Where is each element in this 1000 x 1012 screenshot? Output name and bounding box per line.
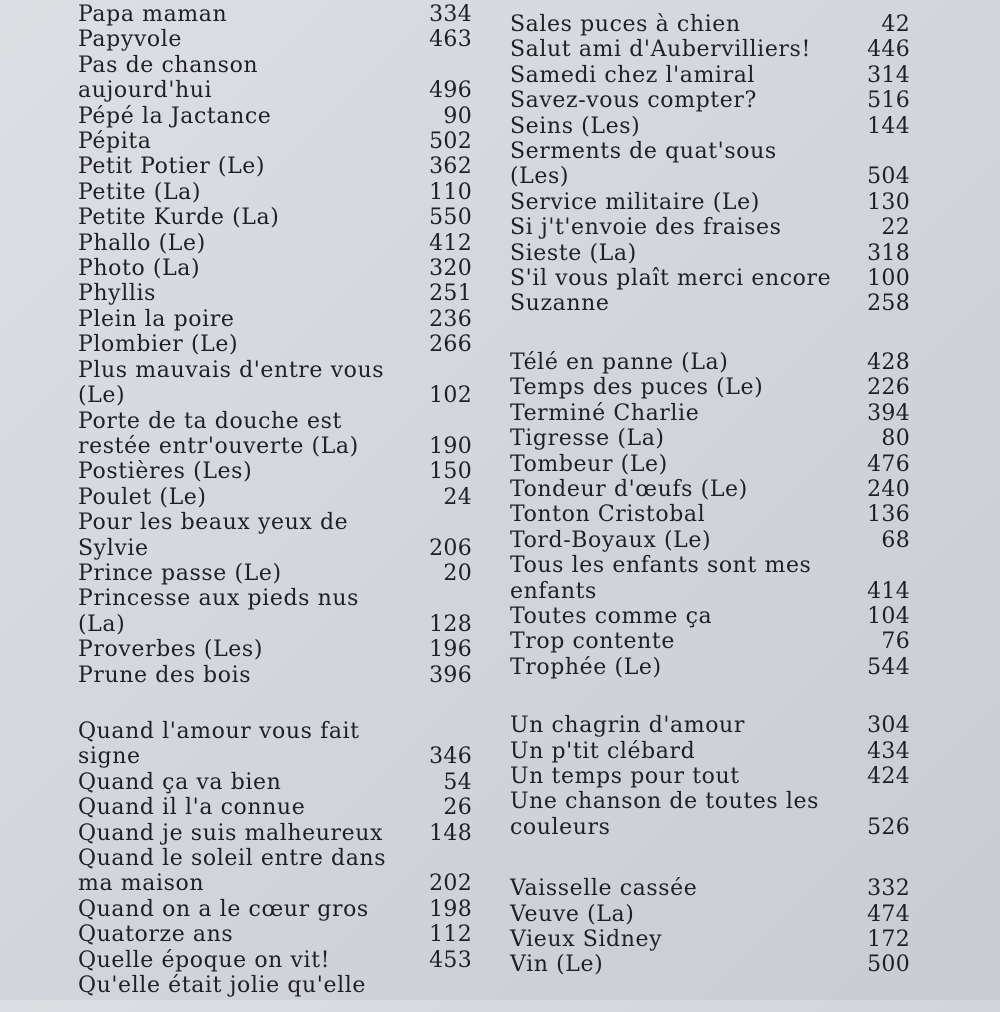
entry-page-number: 202	[429, 871, 472, 897]
entry-title: Plombier (Le)	[78, 332, 239, 358]
entry-title: Si j't'envoie des fraises	[510, 215, 782, 241]
index-entry	[495, 739, 1000, 764]
index-entry	[495, 139, 1000, 190]
index-entry	[0, 256, 485, 281]
index-entry	[495, 876, 1000, 901]
index-entry	[495, 426, 1000, 451]
entry-title: S'il vous plaît merci encore	[510, 266, 832, 292]
index-entry	[0, 459, 485, 484]
entry-page-number: 24	[443, 484, 472, 510]
index-entry	[0, 332, 485, 357]
index-entry	[0, 821, 485, 846]
index-entry	[0, 510, 485, 561]
index-entry	[0, 485, 485, 510]
entry-title: Savez-vous compter?	[510, 88, 757, 114]
entry-title: Vaisselle cassée	[510, 876, 698, 902]
group-gap	[495, 840, 1000, 876]
entry-title: Qu'elle était jolie qu'elle	[78, 973, 366, 999]
entry-title: Toutes comme ça	[510, 603, 713, 629]
entry-title: Petit Potier (Le)	[78, 154, 266, 180]
index-entry	[495, 190, 1000, 215]
group-q	[0, 719, 485, 998]
entry-title: Quand on a le cœur gros	[78, 896, 369, 922]
index-entry	[0, 948, 485, 973]
entry-title: Tonton Cristobal	[510, 502, 706, 528]
index-entry	[495, 528, 1000, 553]
entry-page-number: 304	[867, 713, 910, 739]
index-entry	[495, 927, 1000, 952]
entry-page-number: 504	[867, 164, 910, 190]
entry-title: Sales puces à chien	[510, 12, 741, 37]
entry-title: Phyllis	[78, 281, 156, 307]
entry-page-number: 206	[429, 535, 472, 561]
group-u	[495, 713, 1000, 840]
entry-page-number: 412	[429, 230, 472, 256]
index-entry	[495, 477, 1000, 502]
entry-page-number: 516	[867, 88, 910, 114]
entry-title: Photo (La)	[78, 256, 201, 282]
entry-page-number: 496	[429, 78, 472, 104]
entry-page-number: 128	[429, 611, 472, 637]
index-entry	[495, 375, 1000, 400]
group-gap	[495, 680, 1000, 713]
entry-page-number: 150	[429, 459, 472, 485]
group-gap	[0, 688, 485, 719]
entry-title: Prince passe (Le)	[78, 560, 282, 586]
index-entry	[0, 719, 485, 770]
index-entry	[0, 973, 485, 998]
entry-title: Phallo (Le)	[78, 230, 206, 256]
entry-title: Tombeur (Le)	[510, 451, 668, 477]
index-entry	[495, 88, 1000, 113]
entry-page-number: 190	[429, 433, 472, 459]
entry-page-number: 346	[429, 744, 472, 770]
entry-title: Quand l'amour vous fait signe	[78, 718, 360, 770]
entry-page-number: 22	[881, 215, 910, 241]
entry-title: Plein la poire	[78, 306, 235, 332]
entry-page-number: 550	[429, 205, 472, 231]
index-entry	[0, 637, 485, 662]
entry-page-number: 240	[867, 476, 910, 502]
entry-page-number: 502	[429, 129, 472, 155]
entry-title: Papa maman	[78, 2, 228, 27]
entry-page-number: 196	[429, 637, 472, 663]
entry-page-number: 258	[867, 291, 910, 317]
entry-page-number: 80	[881, 426, 910, 452]
index-entry	[495, 63, 1000, 88]
index-entry	[495, 629, 1000, 654]
index-entry	[495, 553, 1000, 604]
entry-title: Petite (La)	[78, 179, 202, 205]
index-entry	[0, 104, 485, 129]
index-entry	[0, 663, 485, 688]
entry-page-number: 20	[443, 560, 472, 586]
group-v	[495, 876, 1000, 978]
entry-title: Poulet (Le)	[78, 484, 207, 510]
entry-page-number: 314	[867, 62, 910, 88]
entry-page-number: 396	[429, 662, 472, 688]
entry-page-number: 463	[429, 27, 472, 53]
entry-page-number: 544	[867, 654, 910, 680]
group-t	[495, 350, 1000, 680]
entry-page-number: 236	[429, 306, 472, 332]
entry-title: Postières (Les)	[78, 459, 253, 485]
index-entry	[495, 502, 1000, 527]
entry-page-number: 334	[429, 2, 472, 27]
entry-page-number: 110	[429, 179, 472, 205]
entry-title: Tous les enfants sont mes enfants	[510, 553, 812, 604]
entry-page-number: 54	[443, 769, 472, 795]
entry-page-number: 104	[867, 603, 910, 629]
entry-title: Tondeur d'œufs (Le)	[510, 476, 748, 502]
entry-title: Pour les beaux yeux de Sylvie	[78, 510, 349, 561]
entry-title: Samedi chez l'amiral	[510, 62, 756, 88]
entry-page-number: 130	[867, 189, 910, 215]
entry-page-number: 198	[429, 896, 472, 922]
index-entry	[495, 291, 1000, 316]
entry-page-number: 414	[867, 578, 910, 604]
index-entry	[495, 902, 1000, 927]
entry-page-number: 526	[867, 814, 910, 840]
index-entry	[0, 231, 485, 256]
entry-title: Service militaire (Le)	[510, 189, 760, 215]
entry-title: Un chagrin d'amour	[510, 713, 745, 739]
entry-page-number: 362	[429, 154, 472, 180]
entry-title: Une chanson de toutes les couleurs	[510, 789, 820, 840]
entry-title: Veuve (La)	[510, 901, 635, 927]
entry-title: Princesse aux pieds nus (La)	[78, 586, 360, 637]
entry-title: Porte de ta douche est restée entr'ouverte (La)	[78, 408, 359, 459]
index-entry	[0, 795, 485, 820]
entry-page-number: 226	[867, 375, 910, 401]
left-column	[0, 0, 485, 1002]
entry-page-number: 26	[443, 795, 472, 821]
entry-page-number: 474	[867, 901, 910, 927]
entry-title: Serments de quat'sous (Les)	[510, 139, 777, 190]
entry-title: Pas de chanson aujourd'hui	[78, 52, 259, 104]
entry-page-number: 394	[867, 400, 910, 426]
entry-page-number: 102	[429, 383, 472, 409]
entry-page-number: 90	[443, 103, 472, 129]
index-entry	[0, 129, 485, 154]
entry-title: Seins (Les)	[510, 113, 641, 139]
entry-page-number: 453	[429, 947, 472, 973]
index-entry	[0, 281, 485, 306]
entry-page-number: 148	[429, 820, 472, 846]
entry-title: Tord-Boyaux (Le)	[510, 527, 712, 553]
index-entry	[495, 952, 1000, 977]
entry-title: Tigresse (La)	[510, 426, 665, 452]
entry-title: Prune des bois	[78, 662, 252, 688]
index-entry	[495, 713, 1000, 738]
index-entry	[495, 266, 1000, 291]
entry-page-number: 446	[867, 37, 910, 63]
entry-page-number: 251	[429, 281, 472, 307]
index-entry	[0, 205, 485, 230]
index-entry	[495, 241, 1000, 266]
entry-page-number: 428	[867, 349, 910, 375]
entry-page-number: 42	[881, 12, 910, 37]
entry-title: Quand le soleil entre dans ma maison	[78, 846, 387, 897]
entry-title: Temps des puces (Le)	[510, 375, 764, 401]
index-entry	[0, 846, 485, 897]
group-gap	[495, 317, 1000, 350]
entry-title: Vin (Le)	[510, 952, 604, 978]
index-entry	[495, 604, 1000, 629]
entry-page-number: 434	[867, 738, 910, 764]
entry-title: Un temps pour tout	[510, 763, 740, 789]
entry-title: Quatorze ans	[78, 922, 234, 948]
entry-title: Pépita	[78, 129, 152, 155]
entry-page-number: 144	[867, 113, 910, 139]
index-entry	[495, 452, 1000, 477]
entry-title: Télé en panne (La)	[510, 349, 729, 375]
index-entry	[0, 53, 485, 104]
entry-title: Pépé la Jactance	[78, 103, 272, 129]
entry-title: Suzanne	[510, 291, 610, 317]
index-entry	[0, 586, 485, 637]
entry-page-number: 112	[429, 922, 472, 948]
index-entry	[0, 409, 485, 460]
entry-page-number: 136	[867, 502, 910, 528]
index-entry	[495, 12, 1000, 37]
entry-page-number: 172	[867, 927, 910, 952]
group-p	[0, 2, 485, 688]
index-entry	[495, 789, 1000, 840]
entry-page-number: 100	[867, 266, 910, 292]
entry-title: Vieux Sidney	[510, 927, 663, 952]
entry-title: Plus mauvais d'entre vous (Le)	[78, 357, 385, 409]
entry-page-number: 500	[867, 952, 910, 978]
index-entry	[0, 770, 485, 795]
entry-title: Petite Kurde (La)	[78, 205, 280, 231]
entry-title: Quand il l'a connue	[78, 795, 306, 821]
entry-title: Quand je suis malheureux	[78, 820, 384, 846]
entry-title: Trophée (Le)	[510, 654, 662, 680]
entry-title: Salut ami d'Aubervilliers!	[510, 37, 811, 63]
index-entry	[0, 27, 485, 52]
index-entry	[0, 561, 485, 586]
index-entry	[495, 114, 1000, 139]
index-entry	[495, 37, 1000, 62]
index-entry	[495, 401, 1000, 426]
index-entry	[0, 180, 485, 205]
entry-title: Proverbes (Les)	[78, 637, 263, 663]
entry-page-number: 76	[881, 629, 910, 655]
entry-title: Terminé Charlie	[510, 400, 700, 426]
entry-title: Trop contente	[510, 629, 675, 655]
index-entry	[495, 655, 1000, 680]
index-entry	[0, 2, 485, 27]
index-entry	[495, 215, 1000, 240]
index-entry	[0, 358, 485, 409]
entry-page-number: 332	[867, 876, 910, 902]
index-entry	[495, 350, 1000, 375]
entry-title: Quand ça va bien	[78, 769, 282, 795]
entry-page-number: 476	[867, 451, 910, 477]
index-entry	[495, 764, 1000, 789]
entry-title: Quelle époque on vit!	[78, 947, 331, 973]
entry-page-number: 424	[867, 763, 910, 789]
entry-title: Un p'tit clébard	[510, 738, 696, 764]
entry-page-number: 68	[881, 527, 910, 553]
group-s	[495, 12, 1000, 317]
index-entry	[0, 154, 485, 179]
entry-page-number: 266	[429, 332, 472, 358]
entry-title: Sieste (La)	[510, 240, 637, 266]
index-entry	[0, 922, 485, 947]
entry-page-number: 320	[429, 256, 472, 282]
entry-title: Papyvole	[78, 27, 182, 53]
entry-page-number: 318	[867, 240, 910, 266]
index-entry	[0, 307, 485, 332]
index-entry	[0, 897, 485, 922]
right-column	[495, 0, 1000, 1012]
